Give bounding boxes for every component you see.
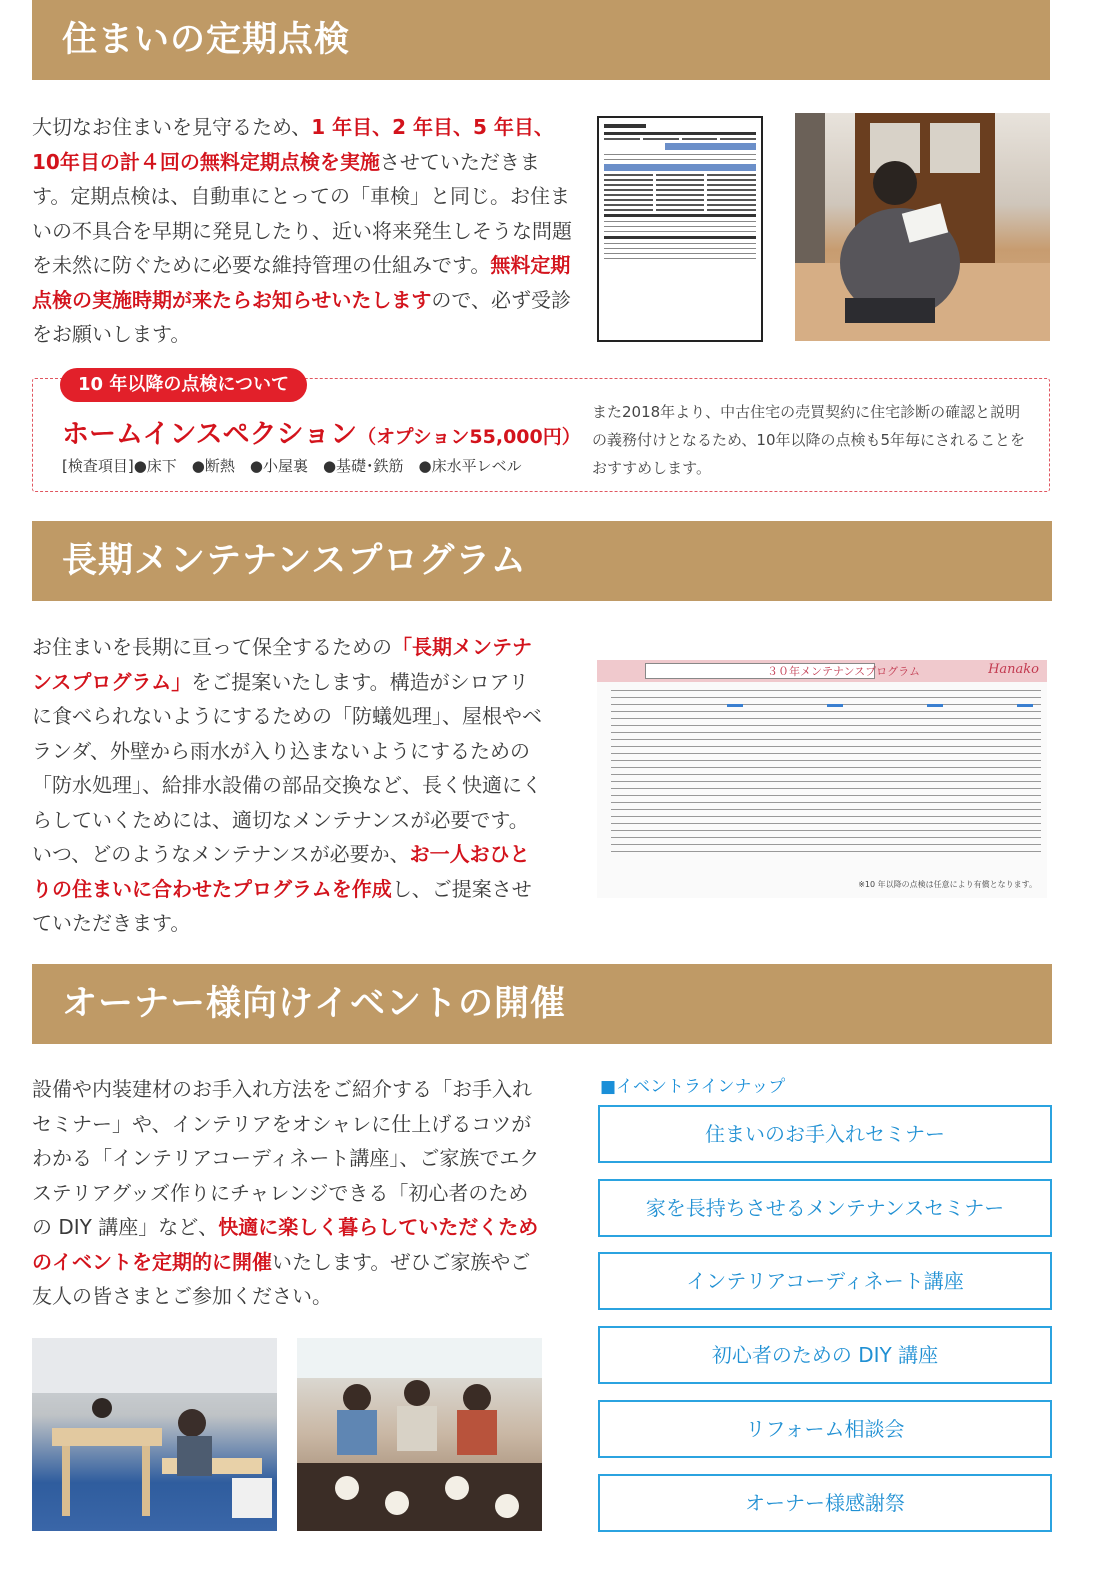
brand-logo: Hanako [988, 662, 1039, 677]
inspection-items: [検査項目]●床下 ●断熱 ●小屋裏 ●基礎･鉄筋 ●床水平レベル [62, 457, 522, 475]
inspector-photo [795, 113, 1050, 341]
maintenance-description [32, 630, 547, 941]
event-lineup-label: ■イベントラインナップ [600, 1077, 786, 1097]
text-run: お住まいを長期に亘って保全するための [32, 635, 392, 659]
section-banner-events [32, 964, 1052, 1044]
inspection-sheet-image [597, 116, 763, 342]
diy-workshop-photo [32, 1338, 277, 1531]
text-run: ので、必ず受診をお願いします。 [32, 287, 572, 346]
text-run: 設備や内装建材のお手入れ方法をご紹介する「お手入れセミナー」や、インテリアをオシャレに仕上げるコツがわかる「インテリアコーディネート講座」、ご家族でエクステリアグッズ作りにチャレンジできる「初心者のための DIY 講座」など、 [32, 1077, 540, 1239]
highlight-text: 「長期メンテナンスプログラム」 [32, 635, 532, 694]
table-header [597, 660, 1047, 682]
event-button-maintenance-seminar[interactable]: 家を長持ちさせるメンテナンスセミナー [598, 1179, 1052, 1237]
inspection-note: また2018年より、中古住宅の売買契約に住宅診断の確認と説明の義務付けとなるため、10年以降の点検も5年毎にされることをおすすめします。 [592, 403, 1026, 477]
workshop-illustration [32, 1338, 277, 1531]
party-event-photo [297, 1338, 542, 1531]
maintenance-program-table-image [597, 660, 1047, 898]
text-run: いたします。ぜひご家族やご友人の皆さまとご参加ください。 [32, 1249, 531, 1308]
inspector-illustration [795, 113, 1050, 341]
section-banner-maintenance [32, 521, 1052, 601]
after-10-years-pill: 10 年以降の点検について [60, 368, 307, 402]
text-run: をご提案いたします。構造がシロアリに食べられないようにするための「防蟻処理」、屋根やベランダ、外壁から雨水が入り込まないようにするための「防水処理」、給排水設備の部品交換など、長く快適にくらしていくためには、適切なメンテナンスが必要です。いつ、どのようなメンテナンスが必要か、 [32, 669, 542, 866]
text-run: させていただきます。定期点検は、自動車にとっての「車検」と同じ。お住まいの不具合を早期に発見したり、近い将来発生しそうな問題を未然に防ぐために必要な維持管理の仕組みです。 [32, 149, 572, 277]
event-button-diy-course[interactable]: 初心者のための DIY 講座 [598, 1326, 1052, 1384]
highlight-text: 快適に楽しく暮らしていただくためのイベントを定期的に開催 [32, 1215, 539, 1274]
event-button-interior-course[interactable]: インテリアコーディネート講座 [598, 1252, 1052, 1310]
text-run: 大切なお住まいを見守るため、 [32, 115, 312, 139]
highlight-text: 1 年目、2 年目、5 年目、10年目の計４回の無料定期点検を実施 [32, 115, 554, 174]
event-button-reform-consultation[interactable]: リフォーム相談会 [598, 1400, 1052, 1458]
text-run: し、ご提案させていただきます。 [32, 876, 532, 935]
highlight-text: お一人おひとりの住まいに合わせたプログラムを作成 [32, 842, 530, 901]
table-title: ３０年メンテナンスプログラム [767, 665, 921, 678]
home-inspection-title [62, 412, 581, 451]
section-banner-inspection [32, 0, 1050, 80]
home-inspection-price: （オプション55,000円） [357, 426, 581, 448]
event-button-owner-appreciation[interactable]: オーナー様感謝祭 [598, 1474, 1052, 1532]
home-inspection-name: ホームインスペクション [62, 419, 358, 450]
section-title: 住まいの定期点検 [62, 20, 351, 60]
inspection-description [32, 110, 577, 352]
party-illustration [297, 1338, 542, 1531]
table-note: ※10 年以降の点検は任意により有償となります。 [858, 880, 1037, 889]
event-button-cleaning-seminar[interactable]: 住まいのお手入れセミナー [598, 1105, 1052, 1163]
highlight-text: 無料定期点検の実施時期が来たらお知らせいたします [32, 253, 571, 312]
section-title: オーナー様向けイベントの開催 [62, 984, 567, 1024]
events-description [32, 1072, 544, 1314]
section-title: 長期メンテナンスプログラム [62, 541, 527, 581]
table-rows [611, 690, 1041, 858]
